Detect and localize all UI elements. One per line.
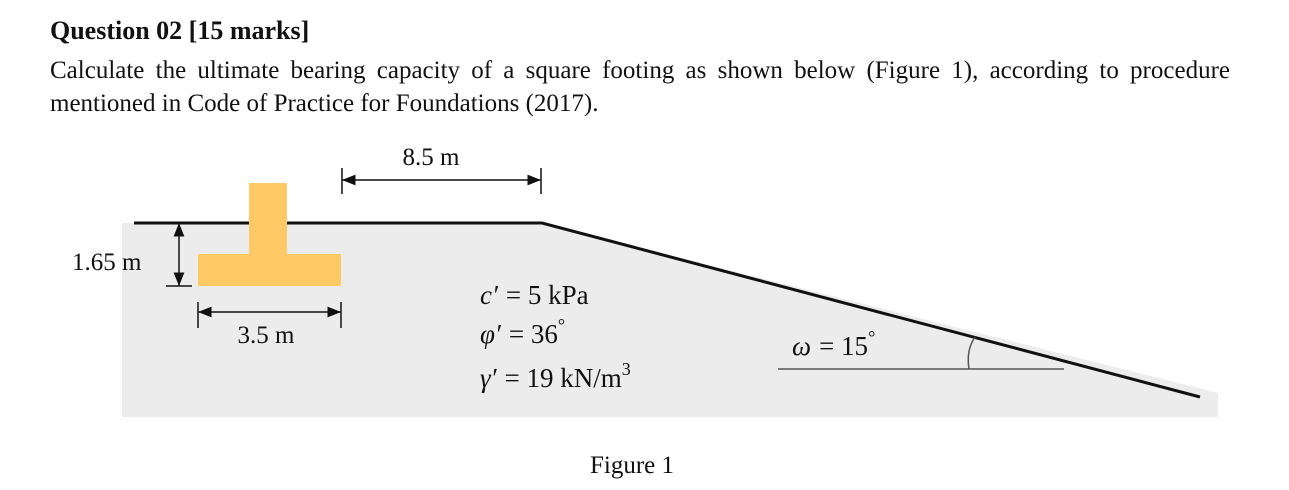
depth-dimension-label: 1.65 m [72, 249, 142, 276]
unit-weight-label: γ′ = 19 $kN/m^3$ [480, 359, 631, 393]
cohesion-label: c′ = 5 kPa [480, 280, 589, 310]
setback-dimension-label: 8.5 m [402, 144, 460, 171]
figure-caption: Figure 1 [589, 452, 675, 479]
footing-column [249, 183, 287, 255]
question-heading: Question 02 [15 marks] [50, 16, 310, 45]
slope-angle-label: ω = 15° [792, 327, 876, 361]
question-text: Calculate the ultimate bearing capacity of a square footing as shown below (Figure 1), according to procedure mentioned in Code of Practice for Foundations (2017). [50, 57, 1230, 117]
friction-angle-label: φ′ = 36° [480, 315, 566, 349]
width-dimension-label: 3.5 m [237, 322, 295, 349]
footing-base [198, 254, 341, 286]
